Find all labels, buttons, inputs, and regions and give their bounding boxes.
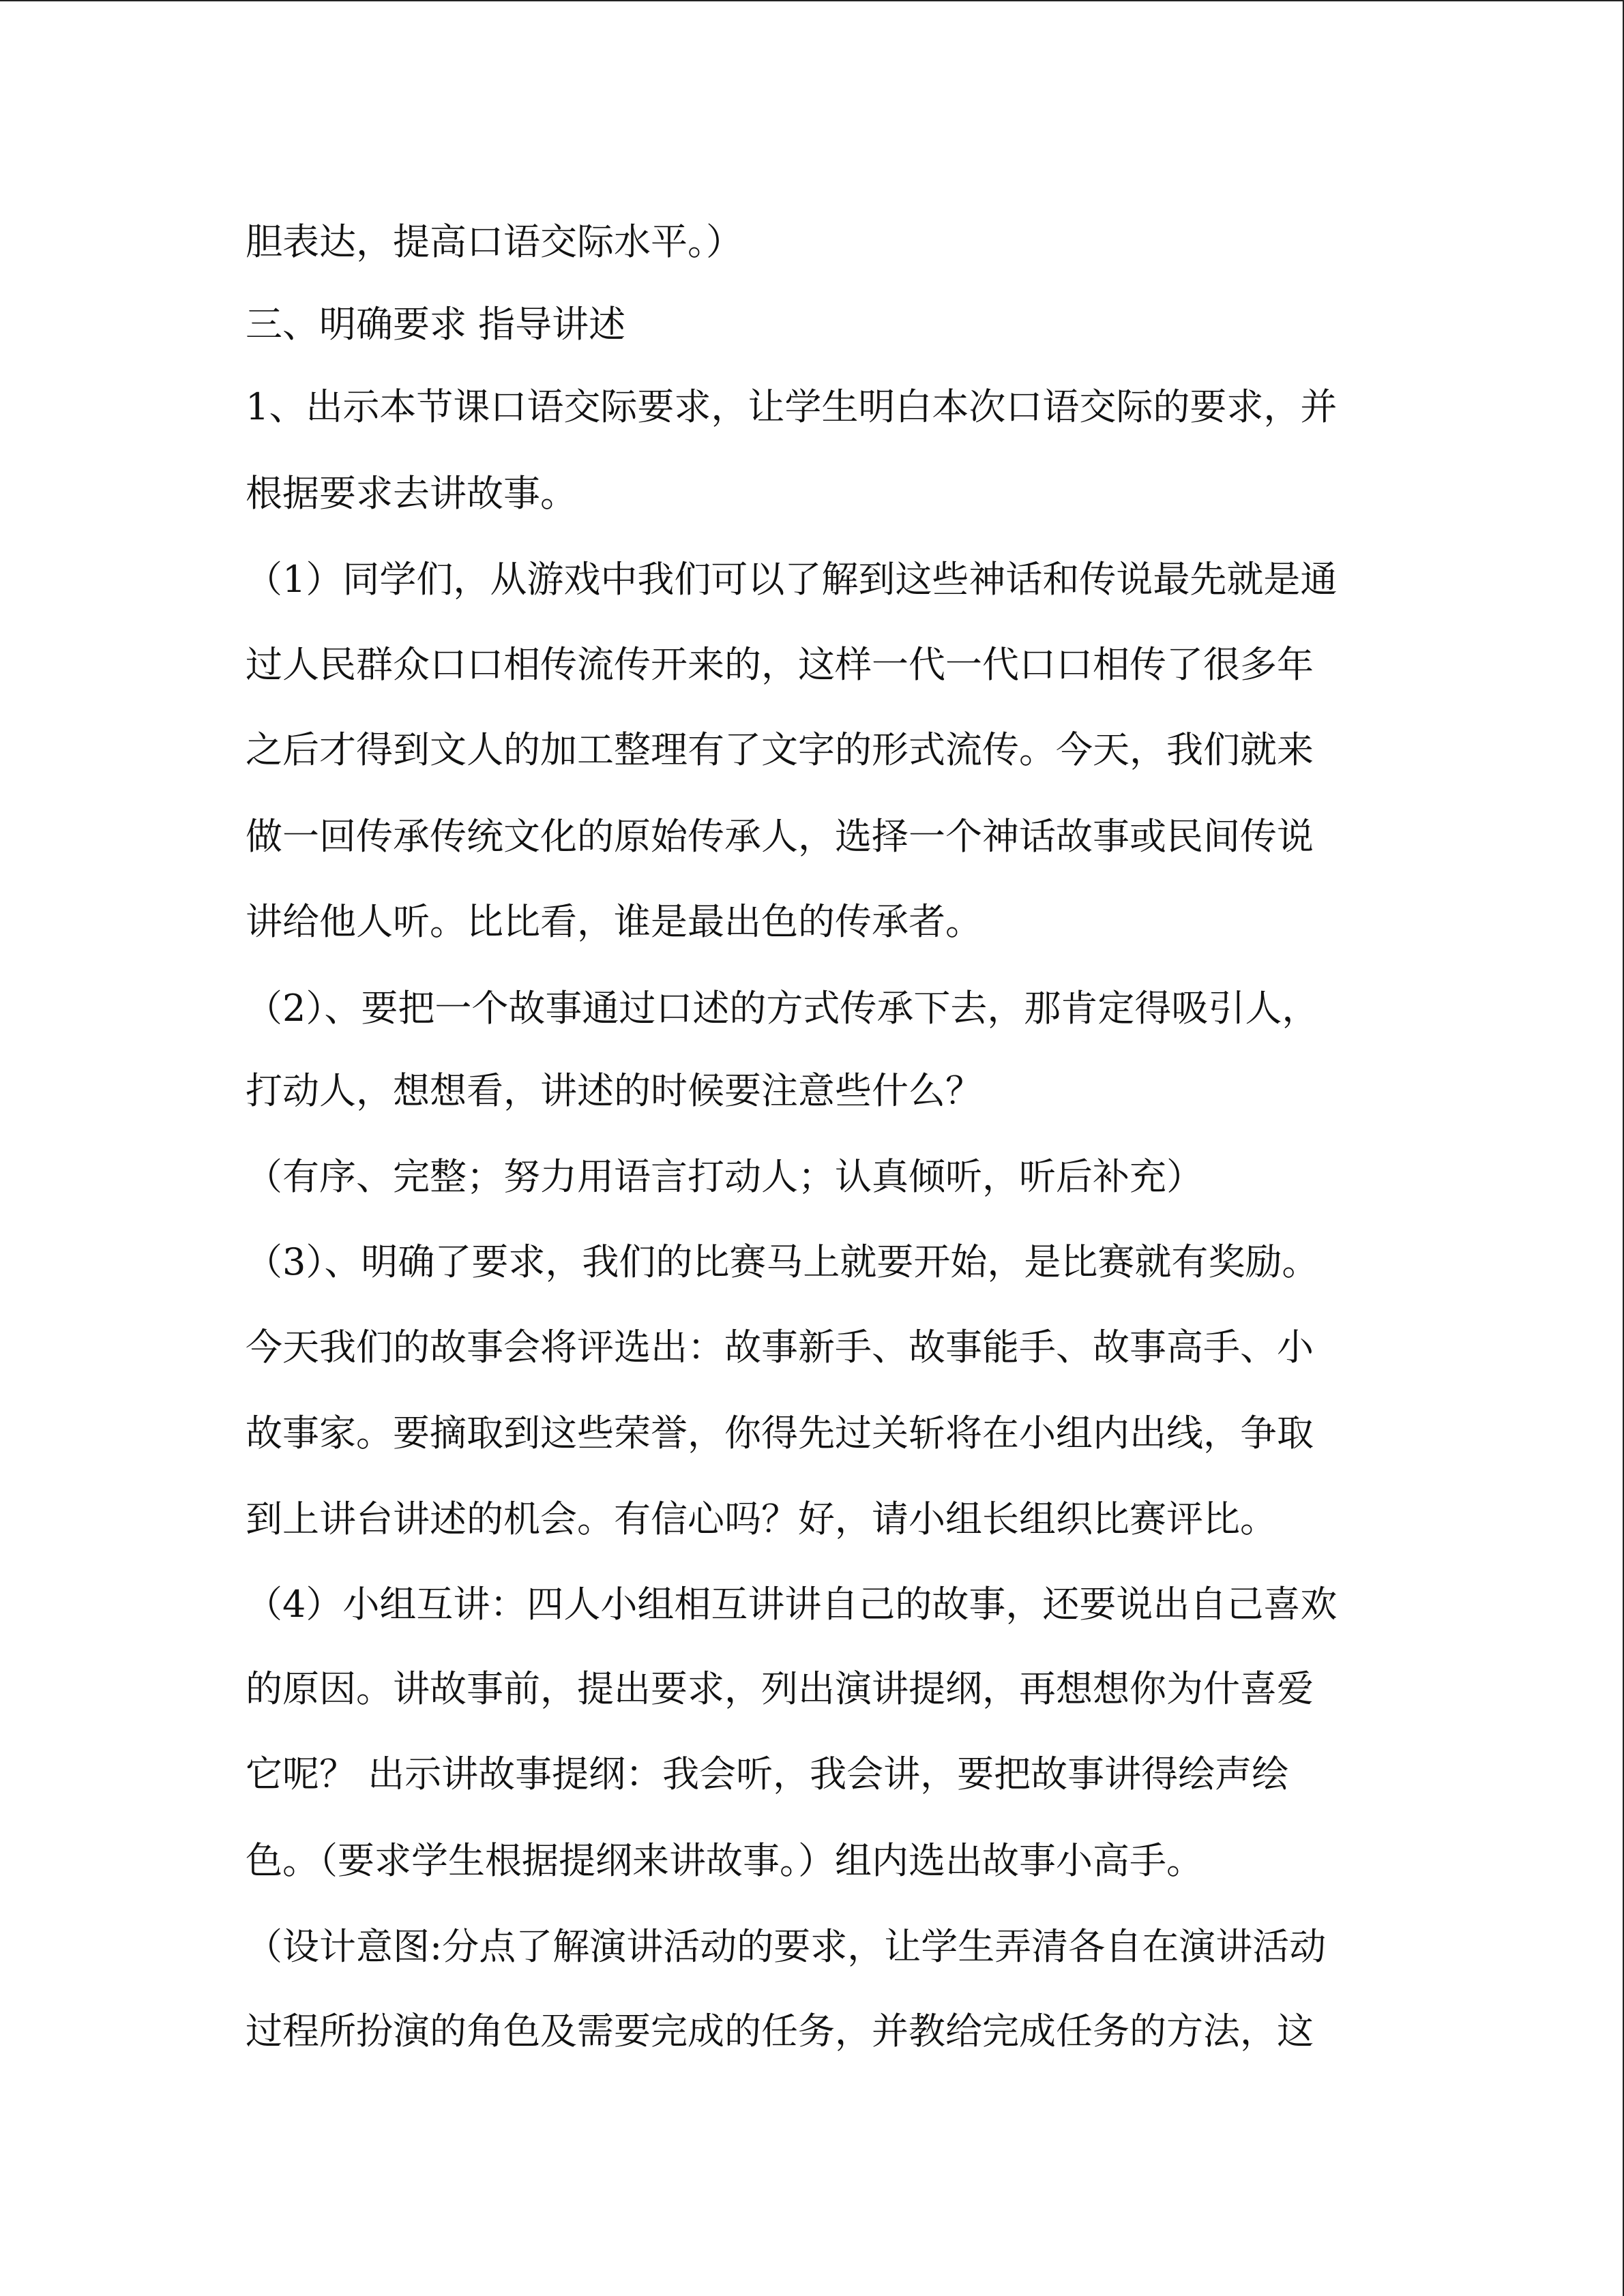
- text-line: （3）、明确了要求，我们的比赛马上就要开始，是比赛就有奖励。: [246, 1240, 1319, 1283]
- text-line: 胆表达，提高口语交际水平。）: [246, 220, 743, 263]
- top-border-line: [0, 0, 1624, 1]
- text-line: 1、出示本节课口语交际要求，让学生明白本次口语交际的要求，并: [246, 385, 1338, 428]
- text-line: 之后才得到文人的加工整理有了文字的形式流传。今天，我们就来: [246, 728, 1314, 771]
- text-line: 做一回传承传统文化的原始传承人，选择一个神话故事或民间传说: [246, 815, 1314, 858]
- section-heading: 三、明确要求 指导讲述: [246, 303, 626, 346]
- text-line: （设计意图:分点了解演讲活动的要求，让学生弄清各自在演讲活动: [246, 1925, 1327, 1968]
- text-line: （1）同学们，从游戏中我们可以了解到这些神话和传说最先就是通: [246, 558, 1338, 601]
- text-line: 过程所扮演的角色及需要完成的任务，并教给完成任务的方法，这: [246, 2010, 1314, 2053]
- text-line: 今天我们的故事会将评选出：故事新手、故事能手、故事高手、小: [246, 1326, 1314, 1369]
- text-line: 根据要求去讲故事。: [246, 472, 577, 515]
- text-line: 它呢？ 出示讲故事提纲：我会听，我会讲，要把故事讲得绘声绘: [246, 1753, 1289, 1795]
- text-line: 讲给他人听。比比看，谁是最出色的传承者。: [246, 900, 982, 943]
- text-line: 打动人，想想看，讲述的时候要注意些什么？: [246, 1069, 982, 1112]
- text-line: 的原因。讲故事前，提出要求，列出演讲提纲，再想想你为什喜爱: [246, 1667, 1314, 1710]
- text-line: 过人民群众口口相传流传开来的，这样一代一代口口相传了很多年: [246, 643, 1314, 686]
- text-line: （2）、要把一个故事通过口述的方式传承下去，那肯定得吸引人，: [246, 987, 1319, 1030]
- text-line: 色。（要求学生根据提纲来讲故事。）组内选出故事小高手。: [246, 1839, 1203, 1882]
- text-line: 到上讲台讲述的机会。有信心吗？好，请小组长组织比赛评比。: [246, 1497, 1277, 1540]
- text-line: 故事家。要摘取到这些荣誉，你得先过关斩将在小组内出线，争取: [246, 1412, 1314, 1455]
- text-line: （4）小组互讲：四人小组相互讲讲自己的故事，还要说出自己喜欢: [246, 1583, 1338, 1626]
- text-line: （有序、完整；努力用语言打动人；认真倾听，听后补充）: [246, 1155, 1203, 1198]
